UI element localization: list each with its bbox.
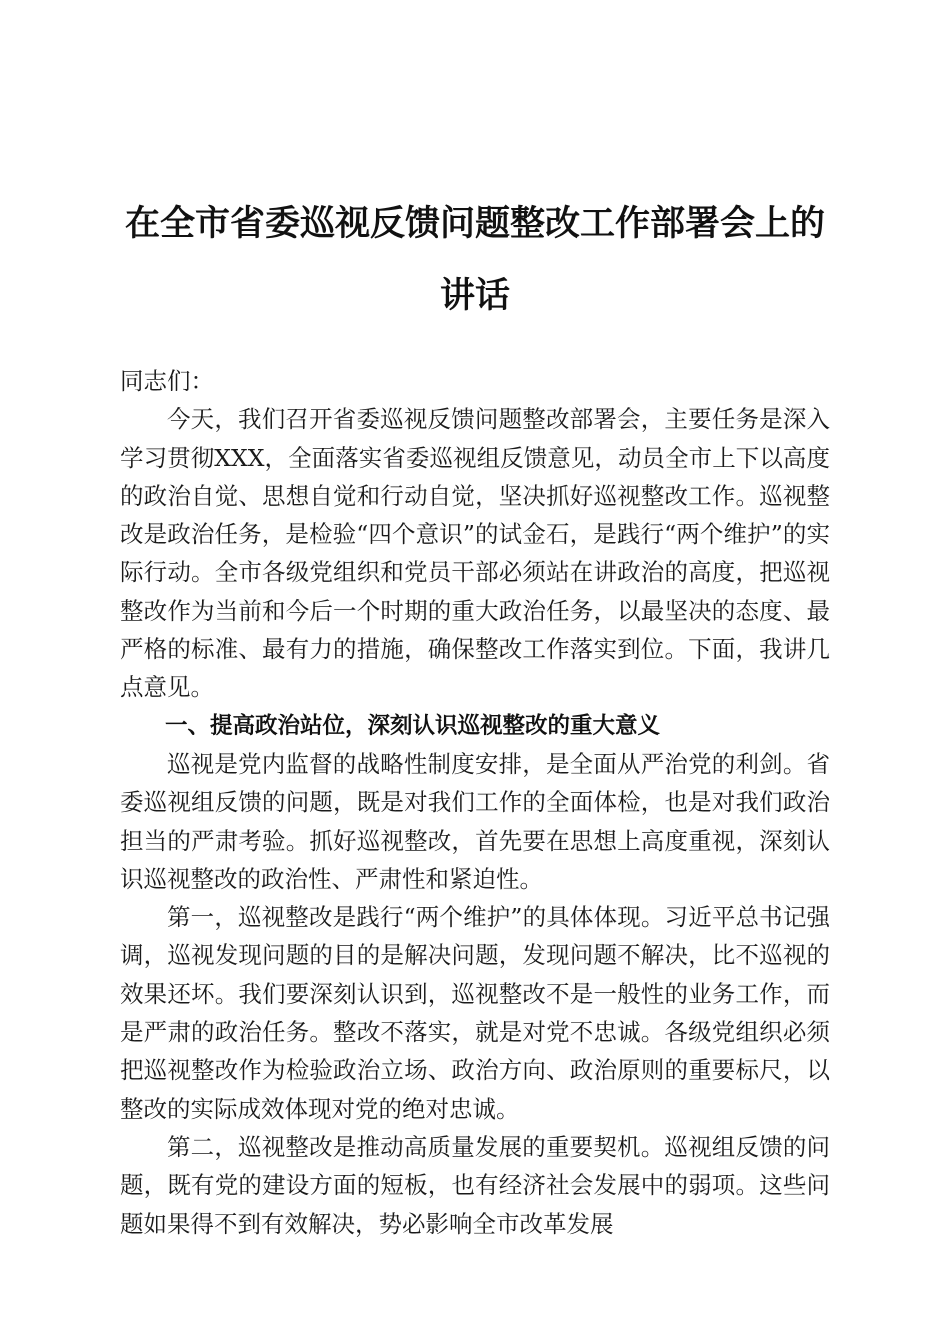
section1-paragraph-1: 巡视是党内监督的战略性制度安排，是全面从严治党的利剑。省委巡视组反馈的问题，既是对我们工作的全面体检，也是对我们政治担当的严肃考验。抓好巡视整改，首先要在思想上高度重视，深刻认识巡视整改的政治性、严肃性和紧迫性。 — [120, 749, 830, 893]
document-title: 在全市省委巡视反馈问题整改工作部署会上的讲话 — [124, 204, 825, 316]
section-heading-1: 一、提高政治站位，深刻认识巡视整改的重大意义 — [165, 712, 661, 739]
section1-paragraph-2: 第一，巡视整改是践行“两个维护”的具体体现。习近平总书记强调，巡视发现问题的目的是解决问题，发现问题不解决，比不巡视的效果还坏。我们要深刻认识到，巡视整改不是一般性的业务工作，而是严肃的政治任务。整改不落实，就是对党不忠诚。各级党组织必须把巡视整改作为检验政治立场、政治方向、政治原则的重要标尺，以整改的实际成效体现对党的绝对忠诚。 — [120, 903, 830, 1123]
document-body — [120, 362, 830, 1243]
intro-paragraph: 今天，我们召开省委巡视反馈问题整改部署会，主要任务是深入学习贯彻XXX，全面落实省委巡视组反馈意见，动员全市上下以高度的政治自觉、思想自觉和行动自觉，坚决抓好巡视整改工作。巡视整改是政治任务，是检验“四个意识”的试金石，是践行“两个维护”的实际行动。全市各级党组织和党员干部必须站在讲政治的高度，把巡视整改作为当前和今后一个时期的重大政治任务，以最坚决的态度、最严格的标准、最有力的措施，确保整改工作落实到位。下面，我讲几点意见。 — [120, 405, 830, 702]
section1-paragraph-3: 第二，巡视整改是推动高质量发展的重要契机。巡视组反馈的问题，既有党的建设方面的短板，也有经济社会发展中的弱项。这些问题如果得不到有效解决，势必影响全市改革发展 — [120, 1132, 830, 1238]
salutation: 同志们： — [120, 367, 214, 395]
